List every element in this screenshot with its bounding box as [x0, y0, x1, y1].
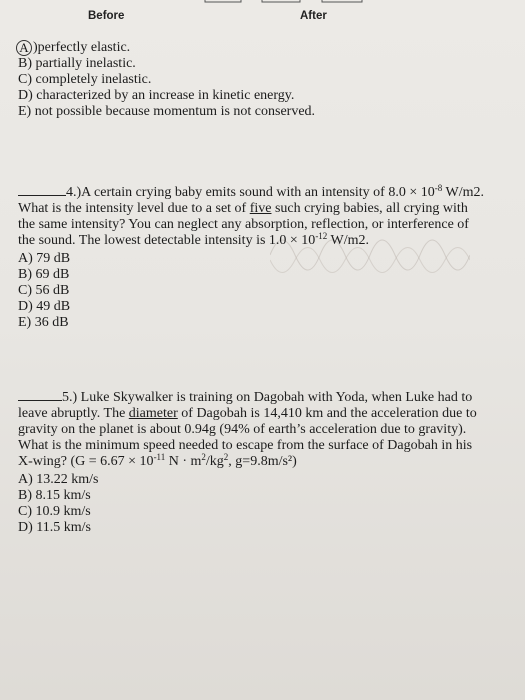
q5-line-4: What is the minimum speed needed to escape from the surface of Dagobah in his	[18, 438, 473, 453]
q3-option-c-text: completely inelastic.	[32, 72, 152, 87]
q5-line-1	[18, 388, 518, 406]
q4-line-2	[18, 201, 518, 217]
q4-option-e[interactable]: E) 36 dB	[18, 315, 69, 330]
q4-underlined-five: five	[249, 201, 272, 216]
q3-option-e-text: not possible because momentum is not conserved.	[31, 104, 316, 119]
q3-option-c-letter: C)	[18, 72, 32, 87]
q4-exponent-1: -8	[434, 183, 443, 193]
after-label: After	[300, 10, 327, 22]
q4-text-4a: the sound. The lowest detectable intensity is 1.0 × 10	[18, 233, 316, 248]
q3-option-d[interactable]	[18, 88, 518, 104]
q4-number: 4.)	[66, 185, 82, 200]
q4-line-1	[18, 183, 518, 201]
q4-text-4b: W/m2.	[327, 233, 370, 248]
q3-option-b[interactable]	[18, 56, 518, 72]
q5-option-a[interactable]: A) 13.22 km/s	[18, 472, 99, 487]
q4-exponent-2: -12	[315, 231, 328, 241]
before-label: Before	[88, 10, 125, 22]
question-3-options	[18, 40, 518, 120]
q5-number: 5.)	[62, 390, 78, 405]
q4-text-1a: A certain crying baby emits sound with an intensity of 8.0 × 10	[81, 185, 435, 200]
q5-text-5a: X-wing? (G = 6.67 × 10	[18, 454, 154, 469]
q3-option-d-letter: D)	[18, 88, 33, 103]
q3-option-a[interactable]	[18, 40, 518, 56]
q4-text-2b: such crying babies, all crying with	[271, 201, 468, 216]
q3-option-b-text: partially inelastic.	[32, 56, 136, 71]
q3-option-a-text: )perfectly elastic.	[33, 40, 131, 55]
q4-option-d[interactable]: D) 49 dB	[18, 299, 71, 314]
circled-answer-mark: A	[16, 40, 32, 56]
q5-line-3: gravity on the planet is about 0.94g (94% of earth’s acceleration due to gravity).	[18, 422, 467, 437]
q3-option-b-letter: B)	[18, 56, 32, 71]
q3-option-d-text: characterized by an increase in kinetic energy.	[32, 88, 295, 103]
q5-underlined-diameter: diameter	[128, 406, 178, 421]
q5-text-5b: N · m	[165, 454, 202, 469]
collision-figure	[0, 0, 525, 40]
q4-option-b[interactable]: B) 69 dB	[18, 267, 70, 282]
q5-text-5c: /kg	[205, 454, 224, 469]
answer-blank[interactable]	[18, 183, 66, 196]
q5-exponent-2: 2	[201, 452, 206, 462]
q5-option-c[interactable]: C) 10.9 km/s	[18, 504, 91, 519]
question-4	[18, 183, 518, 331]
question-5	[18, 388, 518, 536]
figure-boxes	[0, 0, 525, 40]
q4-options	[18, 251, 518, 331]
q5-text-1: Luke Skywalker is training on Dagobah with Yoda, when Luke had to	[77, 390, 473, 405]
q5-line-5	[18, 454, 518, 470]
q4-option-c[interactable]: C) 56 dB	[18, 283, 70, 298]
q3-option-e[interactable]	[18, 104, 518, 120]
q5-exponent-1: -11	[153, 452, 166, 462]
q5-text-2a: leave abruptly. The	[18, 406, 129, 421]
q3-option-c[interactable]	[18, 72, 518, 88]
q5-exponent-3: 2	[223, 452, 229, 462]
q4-text-2a: What is the intensity level due to a set of	[18, 201, 250, 216]
q3-option-e-letter: E)	[18, 104, 32, 119]
answer-blank[interactable]	[18, 388, 62, 401]
q4-option-a[interactable]: A) 79 dB	[18, 251, 71, 266]
q5-option-b[interactable]: B) 8.15 km/s	[18, 488, 91, 503]
q5-line-2	[18, 406, 518, 422]
q5-text-5d: , g=9.8m/s²)	[228, 454, 297, 469]
q4-line-3: the same intensity? You can neglect any absorption, reflection, or interference of	[18, 217, 469, 232]
q5-options	[18, 472, 518, 536]
q5-option-d[interactable]: D) 11.5 km/s	[18, 520, 91, 535]
q4-line-4	[18, 233, 518, 249]
q4-text-1b: W/m2.	[442, 185, 484, 200]
q5-text-2b: of Dagobah is 14,410 km and the acceleration due to	[177, 406, 477, 421]
